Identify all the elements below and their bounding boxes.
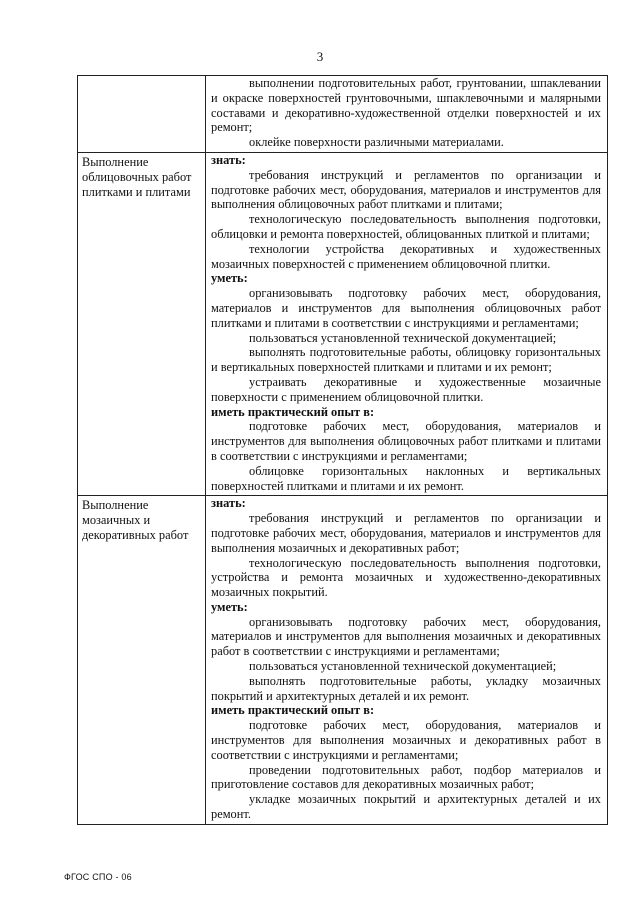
requirement-heading: знать: — [211, 152, 246, 167]
requirement-item: требования инструкций и регламентов по организации и подготовке рабочих мест, оборудования, материалов и инструментов для выполнения мозаичных и декоративных работ; — [211, 511, 601, 555]
activity-name-cell — [78, 496, 206, 825]
requirement-heading: уметь: — [211, 599, 248, 614]
requirement-item: технологическую последовательность выполнения подготовки, облицовки и ремонта поверхностей, облицованных плиткой и плитами; — [211, 212, 601, 241]
requirement-item: выполнять подготовительные работы, укладку мозаичных покрытий и архитектурных деталей и их ремонт. — [211, 673, 601, 703]
requirement-item: укладке мозаичных покрытий и архитектурных деталей и их ремонт. — [211, 792, 601, 822]
document-footer: ФГОС СПО - 06 — [64, 872, 132, 882]
requirement-heading: уметь: — [211, 271, 248, 286]
requirement-heading: иметь практический опыт в: — [211, 404, 375, 419]
activity-name: Выполнение облицовочных работ плитками и плитами — [82, 154, 192, 199]
requirement-item: облицовке горизонтальных наклонных и вертикальных поверхностей плитками и плитами и их ремонт. — [211, 463, 601, 493]
table-body — [78, 76, 608, 825]
requirement-item: пользоваться установленной технической документацией; — [249, 659, 557, 674]
requirement-item: организовывать подготовку рабочих мест, оборудования, материалов и инструментов для выполнения облицовочных работ плитками и плитами в соответствии с инструкциями и регламентами; — [211, 286, 601, 330]
requirement-heading: знать: — [211, 496, 246, 511]
requirement-item: организовывать подготовку рабочих мест, оборудования, материалов и инструментов для выполнения мозаичных и декоративных работ в соответствии с инструкциями и регламентами; — [211, 614, 601, 659]
requirement-item: подготовке рабочих мест, оборудования, материалов и инструментов для выполнения мозаичных и декоративных работ в соответствии с инструкциями и регламентами; — [211, 718, 601, 762]
requirement-item: выполнении подготовительных работ, грунтовании, шпаклевании и окраске поверхностей грунтовочными, шпаклевочными и малярными составами и декоративно-художественной отделки поверхностей и их ремонт; — [211, 76, 601, 135]
requirement-item: пользоваться установленной технической документацией; — [249, 330, 557, 345]
requirement-item: подготовке рабочих мест, оборудования, материалов и инструментов для выполнения облицовочных работ плитками и плитами в соответствии с инструкциями и регламентами; — [211, 419, 601, 463]
requirement-item: технологическую последовательность выполнения подготовки, устройства и ремонта мозаичных и художественно-декоративных мозаичных покрытий. — [211, 555, 601, 600]
requirement-item: оклейке поверхности различными материалами. — [249, 135, 504, 150]
requirement-item: проведении подготовительных работ, подбор материалов и приготовление составов для декоративных мозаичных работ; — [211, 762, 601, 792]
requirement-heading: иметь практический опыт в: — [211, 703, 375, 718]
table-row — [78, 496, 608, 825]
requirement-item: устраивать декоративные и художественные мозаичные поверхности с применением облицовочной плитки. — [211, 374, 601, 404]
activity-name-cell — [78, 152, 206, 495]
requirement-item: технологии устройства декоративных и художественных мозаичных поверхностей с применением облицовочной плитки. — [211, 241, 601, 271]
page-number: 3 — [316, 49, 324, 64]
competency-table — [77, 75, 608, 825]
table-row — [78, 152, 608, 495]
activity-name-cell — [78, 76, 206, 153]
requirements-cell — [206, 152, 608, 495]
requirements-cell — [206, 496, 608, 825]
activity-name: Выполнение мозаичных и декоративных работ — [82, 498, 189, 542]
requirement-item: выполнять подготовительные работы, облицовку горизонтальных и вертикальных поверхностей плитками и плитами и их ремонт; — [211, 345, 601, 375]
table-row — [78, 76, 608, 153]
requirement-item: требования инструкций и регламентов по организации и подготовке рабочих мест, оборудования, материалов и инструментов для выполнения облицовочных работ плитками и плитами; — [211, 167, 601, 212]
requirements-cell — [206, 76, 608, 153]
